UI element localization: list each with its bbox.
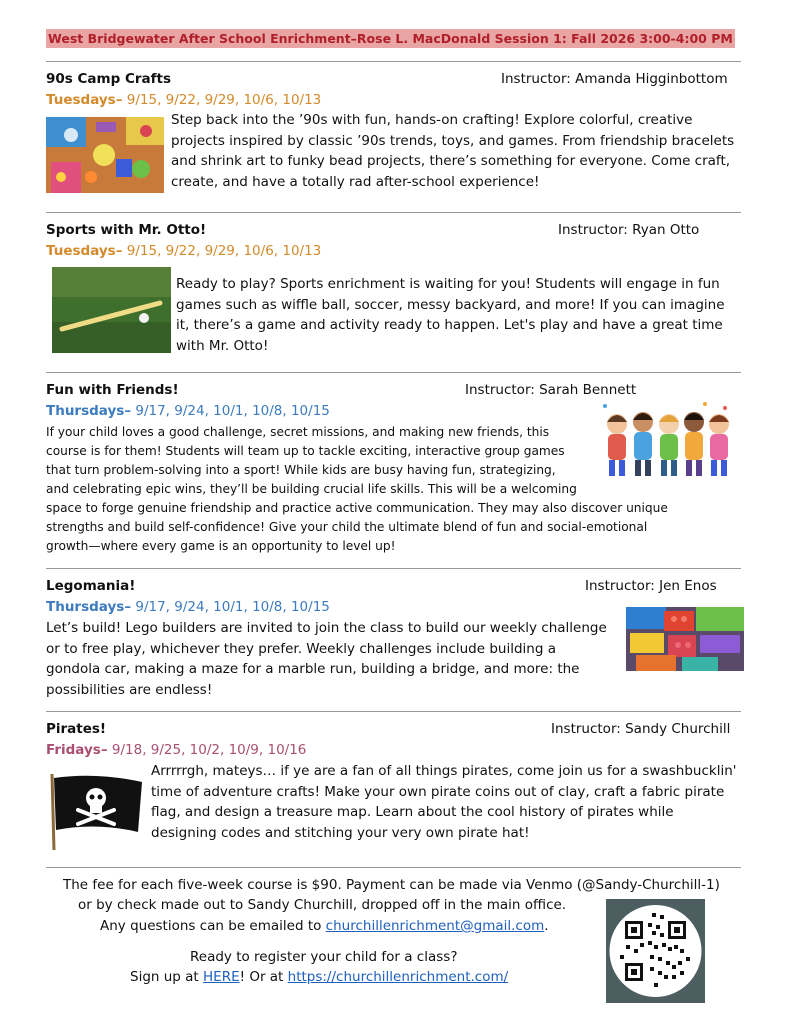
description-line: course is for them! Students will team up to tackle exciting, interactive group games [46, 444, 565, 458]
divider [46, 711, 741, 712]
course-description [46, 618, 621, 700]
description-line: possibilities are endless! [46, 681, 213, 698]
signup-prefix: Sign up at [130, 969, 204, 985]
course-instructor: Instructor: Jen Enos [585, 578, 717, 594]
course-instructor: Instructor: Amanda Higginbottom [501, 71, 728, 87]
course-day: Thursdays– [46, 599, 132, 615]
description-line: growth—where every game is an opportunity to level up! [46, 539, 396, 553]
questions-prefix: Any questions can be emailed to [100, 918, 326, 934]
course-date-list: 9/17, 9/24, 10/1, 10/8, 10/15 [131, 599, 330, 615]
course-dates [46, 243, 321, 259]
course-dates [46, 403, 330, 419]
here-link[interactable]: HERE [203, 969, 240, 985]
course-title: Fun with Friends! [46, 382, 179, 398]
description-line: Arrrrrgh, mateys… if ye are a fan of all things pirates, come join us for a swashbucklin' [151, 763, 737, 779]
description-line: or to free play, whichever they prefer. Weekly challenges include building a [46, 640, 556, 657]
divider [46, 568, 741, 569]
description-line: If your child loves a good challenge, secret missions, and making new friends, this [46, 425, 550, 439]
description-line: designing codes and stitching your very own pirate hat! [151, 824, 530, 841]
description-line: flag, and design a treasure map. Learn about the cool history of pirates while [151, 804, 674, 820]
course-dates [46, 92, 321, 108]
course-instructor: Instructor: Ryan Otto [558, 222, 700, 238]
site-link[interactable]: https://churchillenrichment.com/ [287, 969, 509, 985]
course-instructor: Instructor: Sandy Churchill [551, 721, 731, 737]
course-day: Tuesdays– [46, 243, 123, 259]
course-instructor: Instructor: Sarah Bennett [465, 382, 637, 398]
wiffle-bat-photo [52, 267, 171, 353]
questions-line [100, 918, 549, 934]
fee-line: The fee for each five-week course is $90. Payment can be made via Venmo (@Sandy-Churchill-1) [63, 877, 720, 893]
divider [46, 372, 741, 373]
qr-code[interactable] [606, 899, 705, 1003]
description-line: time of adventure crafts! Make your own pirate coins out of clay, craft a fabric pirate [151, 783, 725, 800]
check-line: or by check made out to Sandy Churchill, dropped off in the main office. [78, 897, 567, 913]
divider [46, 867, 741, 868]
course-title: Sports with Mr. Otto! [46, 222, 207, 238]
course-dates [46, 742, 306, 758]
course-description [46, 423, 736, 556]
course-title: Pirates! [46, 721, 107, 737]
course-date-list: 9/18, 9/25, 10/2, 10/9, 10/16 [107, 742, 307, 758]
course-description: Ready to play? Sports enrichment is waiting for you! Students will engage in fun games such as wiffle ball, soccer, messy backyard, and more! If you can imagine it, there’s a game and activity ready to happen. Let's play and have a great time with Mr. Otto! [176, 276, 725, 354]
crafts-photo [46, 117, 164, 193]
page-banner: West Bridgewater After School Enrichment–Rose L. MacDonald Session 1: Fall 2026 3:00-4:00 PM [48, 31, 733, 46]
course-date-list: 9/15, 9/22, 9/29, 10/6, 10/13 [122, 243, 322, 259]
description-line: Let’s build! Lego builders are invited to join the class to build our weekly challenge [46, 620, 607, 636]
questions-suffix: . [544, 918, 549, 934]
description-line: and celebrating epic wins, they’ll be building crucial life skills. This will be a welcoming [46, 482, 577, 496]
email-link[interactable]: churchillenrichment@gmail.com [325, 918, 545, 934]
divider [46, 212, 741, 213]
course-description: Step back into the ’90s with fun, hands-on crafting! Explore colorful, creative projects inspired by classic ’90s trends, toys, and games. From friendship bracelets and shrink art to funky bead projects, there’s something for everyone. Come craft, create, and have a totally rad after-school experience! [171, 112, 735, 190]
course-title: 90s Camp Crafts [46, 71, 172, 87]
divider [46, 61, 741, 62]
pirate-flag [46, 770, 146, 850]
course-day: Tuesdays– [46, 92, 123, 108]
register-line: Ready to register your child for a class? [190, 949, 458, 965]
course-day: Fridays– [46, 742, 108, 758]
description-line: that turn problem-solving into a sport! While kids are busy having fun, strategizing, [46, 463, 556, 477]
description-line: space to forge genuine friendship and practice active communication. They may also discover unique [46, 501, 668, 515]
course-date-list: 9/17, 9/24, 10/1, 10/8, 10/15 [131, 403, 330, 419]
description-line: gondola car, making a maze for a marble run, building a bridge, and more: the [46, 661, 580, 677]
course-day: Thursdays– [46, 403, 132, 419]
course-date-list: 9/15, 9/22, 9/29, 10/6, 10/13 [122, 92, 322, 108]
course-description [151, 761, 741, 843]
course-dates [46, 599, 330, 615]
lego-photo [626, 607, 744, 671]
description-line: strengths and build self-confidence! Give your child the ultimate blend of fun and social-emotional [46, 520, 648, 534]
signup-line [130, 969, 508, 985]
signup-middle: ! Or at [239, 969, 288, 985]
course-title: Legomania! [46, 578, 136, 594]
